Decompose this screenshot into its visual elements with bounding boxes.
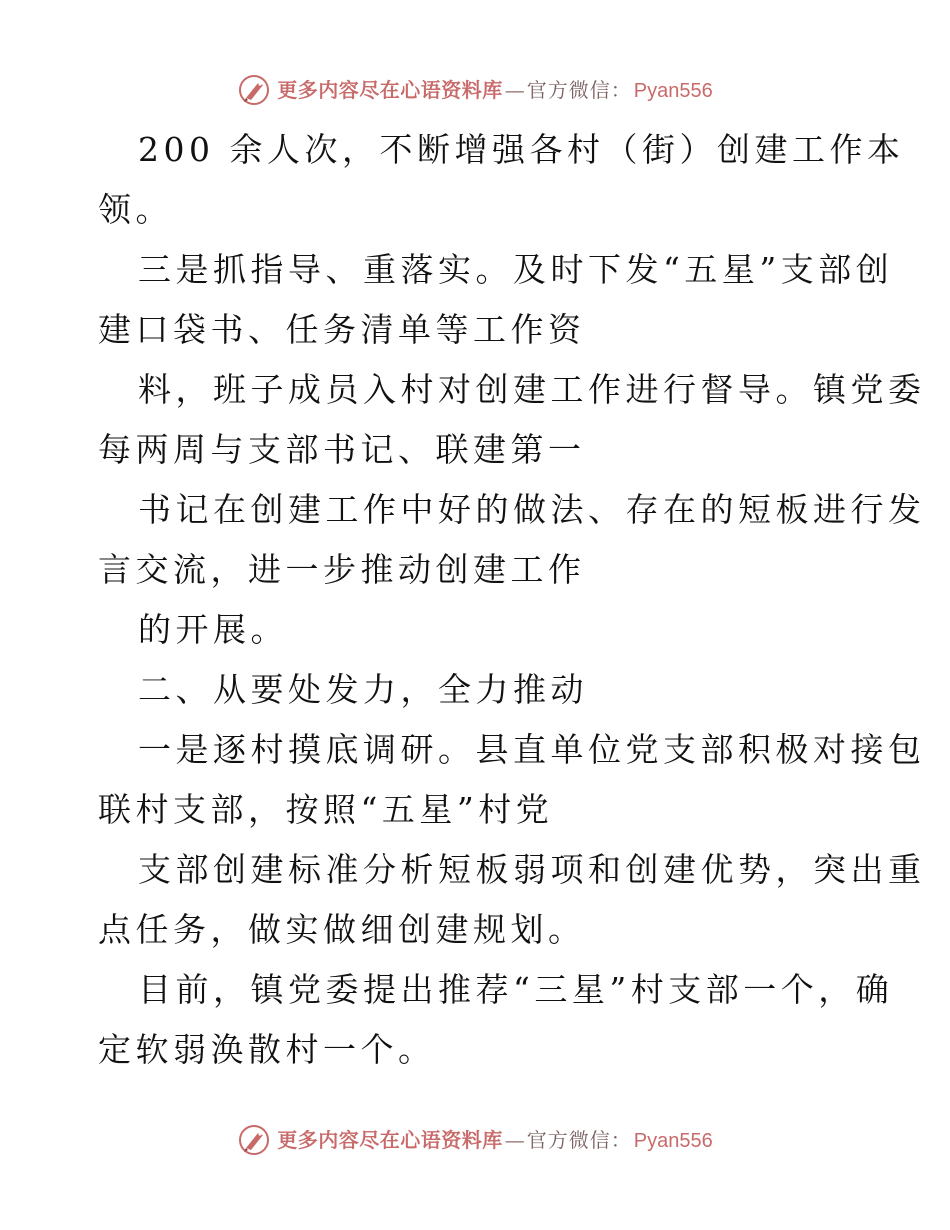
- text-line: 一是逐村摸底调研。县直单位党支部积极对接包: [138, 730, 926, 769]
- text-line: 定软弱涣散村一个。: [98, 1030, 436, 1069]
- pen-nib-logo-icon: [237, 73, 271, 107]
- text-line: 料，班子成员入村对创建工作进行督导。镇党委: [138, 370, 926, 409]
- banner-dash: —: [504, 77, 525, 102]
- banner-text: [277, 1127, 713, 1152]
- banner-wechat-id: Pyan556: [633, 1129, 713, 1152]
- banner-sub-text: 官方微信：: [526, 1127, 632, 1152]
- banner-main-text: 更多内容尽在心语资料库: [277, 77, 503, 102]
- pen-nib-logo-icon: [237, 1123, 271, 1157]
- footer-banner: [0, 1120, 950, 1160]
- document-body: [98, 120, 926, 1080]
- text-line: 200 余人次，不断增强各村（街）创建工作本: [138, 130, 905, 169]
- text-line: 书记在创建工作中好的做法、存在的短板进行发: [138, 490, 926, 529]
- banner-text: [277, 77, 713, 102]
- text-line: 点任务，做实做细创建规划。: [98, 910, 586, 949]
- text-line: 目前，镇党委提出推荐“三星”村支部一个，确: [138, 970, 894, 1009]
- text-line: 联村支部，按照“五星”村党: [98, 790, 554, 829]
- banner-main-text: 更多内容尽在心语资料库: [277, 1127, 503, 1152]
- header-banner: [0, 70, 950, 110]
- text-line: 的开展。: [138, 610, 288, 649]
- text-line: 三是抓指导、重落实。及时下发“五星”支部创: [138, 250, 894, 289]
- banner-sub-text: 官方微信：: [526, 77, 632, 102]
- text-line: 每两周与支部书记、联建第一: [98, 430, 586, 469]
- text-line: 言交流，进一步推动创建工作: [98, 550, 586, 589]
- banner-wechat-id: Pyan556: [633, 79, 713, 102]
- text-line: 领。: [98, 190, 173, 229]
- section-heading: 二、从要处发力，全力推动: [138, 670, 588, 709]
- text-line: 支部创建标准分析短板弱项和创建优势，突出重: [138, 850, 926, 889]
- banner-dash: —: [504, 1127, 525, 1152]
- text-line: 建口袋书、任务清单等工作资: [98, 310, 586, 349]
